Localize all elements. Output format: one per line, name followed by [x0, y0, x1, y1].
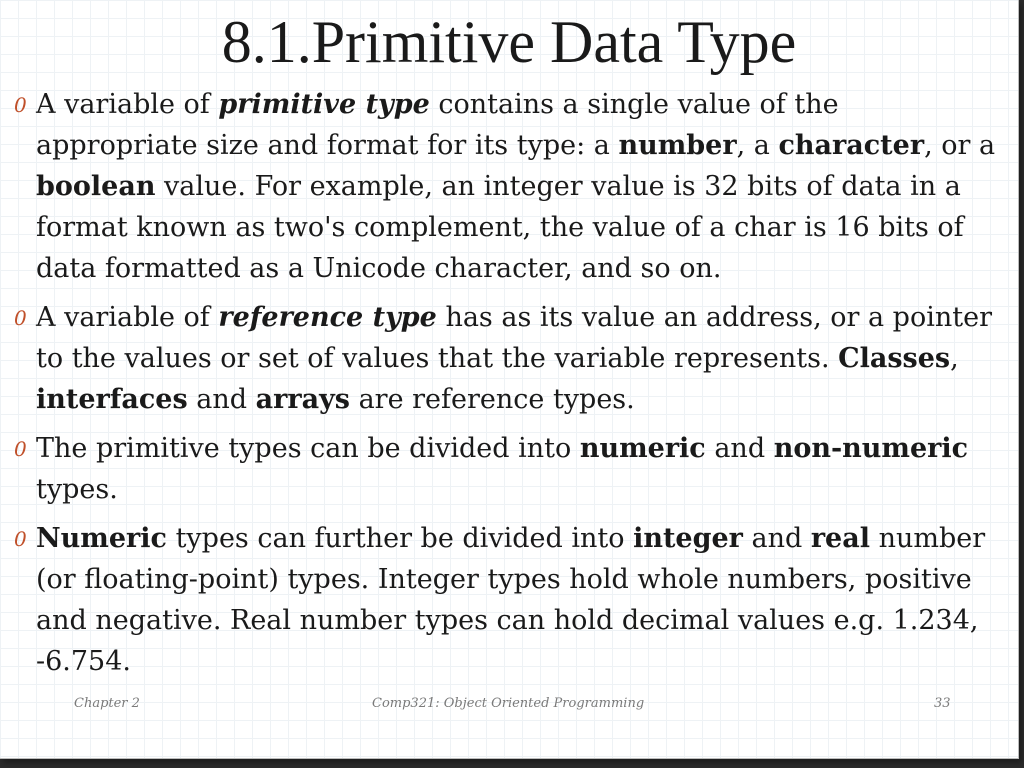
- text-segment: and: [742, 523, 811, 554]
- text-segment: , or a: [924, 130, 996, 161]
- footer-chapter: Chapter 2: [74, 696, 140, 711]
- emphasis-term: primitive type: [218, 89, 430, 120]
- slide-title: 8.1.Primitive Data Type: [221, 9, 797, 75]
- text-segment: types.: [36, 474, 118, 505]
- bullet-item-numeric-types: [14, 518, 1004, 682]
- emphasis-term: reference type: [218, 302, 437, 333]
- bullet-text: [36, 433, 968, 505]
- text-segment: ,: [950, 343, 959, 374]
- bold-term: integer: [633, 523, 743, 554]
- text-segment: types can further be divided into: [166, 523, 634, 554]
- bold-term: numeric: [579, 433, 706, 464]
- bold-term: non-numeric: [773, 433, 969, 464]
- text-segment: A variable of: [36, 302, 219, 333]
- bullet-marker: 0: [14, 93, 27, 117]
- bullet-item-reference-type: [14, 297, 1004, 420]
- bullet-item-primitive-type: [14, 84, 1004, 289]
- bullet-text: [36, 302, 992, 415]
- bullet-item-numeric-non-numeric: [14, 428, 1004, 510]
- bold-term: arrays: [255, 384, 350, 415]
- bold-term: number: [618, 130, 737, 161]
- bold-term: real: [810, 523, 870, 554]
- footer-page-number: 33: [934, 696, 951, 711]
- bold-term: interfaces: [36, 384, 188, 415]
- bullet-marker: 0: [14, 437, 27, 461]
- text-segment: and: [705, 433, 774, 464]
- text-segment: are reference types.: [349, 384, 635, 415]
- bullet-list: [14, 84, 1004, 690]
- text-segment: and: [187, 384, 256, 415]
- bold-term: boolean: [36, 171, 156, 202]
- bullet-text: [36, 523, 985, 677]
- text-segment: A variable of: [36, 89, 219, 120]
- text-segment: The primitive types can be divided into: [36, 433, 580, 464]
- text-segment: has as its value an address, or a pointer to the values or set of values that the variable represents.: [36, 302, 992, 374]
- bullet-marker: 0: [14, 527, 27, 551]
- bold-term: character: [778, 130, 925, 161]
- bold-term: Numeric: [36, 523, 167, 554]
- text-segment: value. For example, an integer value is 32 bits of data in a format known as two's complement, the value of a char is 16 bits of data formatted as a Unicode character, and so on.: [36, 171, 964, 284]
- text-segment: , a: [736, 130, 779, 161]
- text-segment: contains a single value of the appropriate size and format for its type: a: [36, 89, 839, 161]
- bullet-marker: 0: [14, 306, 27, 330]
- footer-course-title: Comp321: Object Oriented Programming: [372, 696, 645, 711]
- bullet-text: [36, 89, 995, 284]
- bold-term: Classes: [838, 343, 951, 374]
- text-segment: number (or floating-point) types. Integer types hold whole numbers, positive and negative. Real number types can hold decimal values e.g. 1.234, -6.754.: [36, 523, 986, 677]
